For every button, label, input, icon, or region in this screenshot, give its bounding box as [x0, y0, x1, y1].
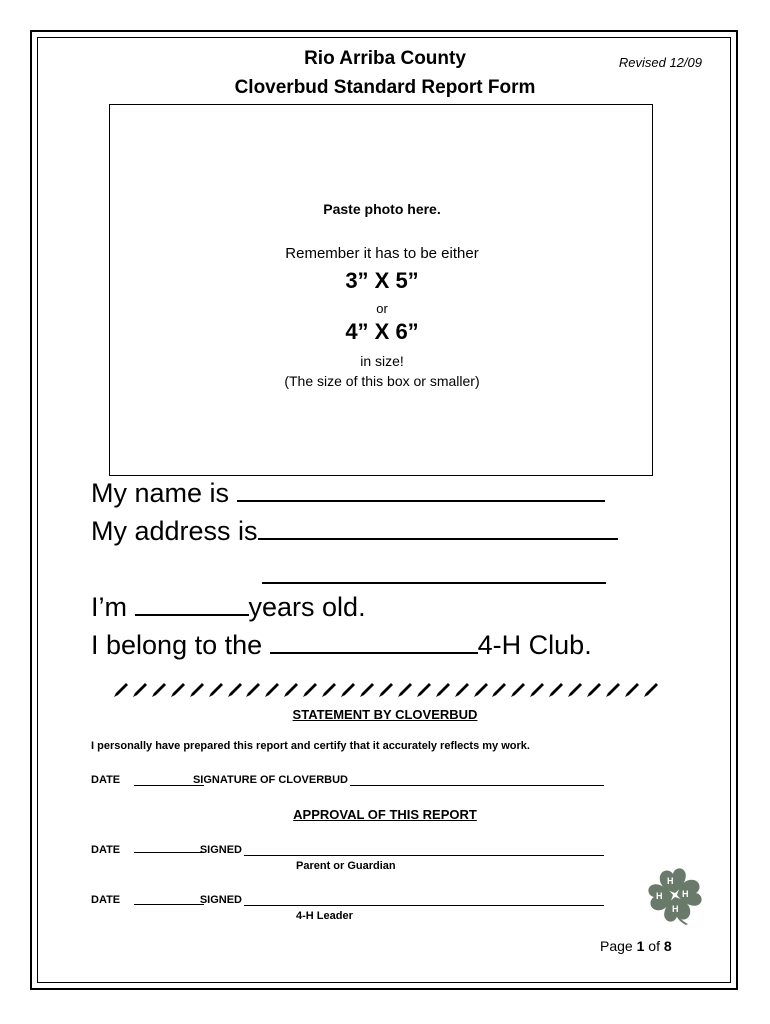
county-title: Rio Arriba County [304, 48, 466, 69]
address-input-line-2[interactable] [262, 582, 606, 584]
age-suffix: years old. [248, 592, 366, 622]
pencil-icon [490, 681, 508, 699]
svg-text:H: H [682, 889, 689, 899]
pencil-icon [472, 681, 490, 699]
pencil-icon [150, 681, 168, 699]
statement-heading: STATEMENT BY CLOVERBUD [292, 707, 478, 722]
address-row [91, 516, 618, 547]
pencil-icon [509, 681, 527, 699]
photo-or-text: or [376, 301, 388, 316]
photo-size-4x6: 4” X 6” [345, 319, 419, 344]
page-number [600, 938, 672, 954]
signature-line[interactable] [350, 785, 604, 786]
pencil-icon [339, 681, 357, 699]
pencil-icon [358, 681, 376, 699]
age-row [91, 592, 366, 623]
signature-label: SIGNATURE OF CLOVERBUD [192, 774, 348, 786]
name-input-line[interactable] [237, 499, 605, 502]
pencil-icon [377, 681, 395, 699]
pencil-icon [453, 681, 471, 699]
club-suffix: 4-H Club. [477, 630, 592, 660]
pencil-icon [112, 681, 130, 699]
pencil-icon [642, 681, 660, 699]
svg-text:H: H [656, 891, 663, 901]
pencil-icon [566, 681, 584, 699]
address-input-line-1[interactable] [258, 537, 618, 540]
pencil-divider [112, 681, 660, 701]
name-label: My name is [91, 478, 230, 508]
photo-paste-area[interactable] [109, 104, 653, 476]
club-input-line[interactable] [270, 651, 478, 654]
photo-size-note: (The size of this box or smaller) [284, 373, 480, 389]
address-label: My address is [91, 516, 258, 546]
age-prefix: I’m [91, 592, 127, 622]
parent-role-label: Parent or Guardian [296, 860, 396, 872]
pencil-icon [585, 681, 603, 699]
page-total: 8 [663, 938, 672, 954]
svg-text:H: H [672, 904, 679, 914]
4-h-clover-icon [644, 864, 706, 926]
approval-heading: APPROVAL OF THIS REPORT [293, 807, 477, 822]
svg-text:H: H [667, 876, 674, 886]
form-title: Cloverbud Standard Report Form [234, 77, 536, 98]
certify-text: I personally have prepared this report and certify that it accurately reflects my work. [91, 740, 530, 752]
statement-date-label: DATE [91, 774, 121, 786]
photo-in-size-text: in size! [360, 353, 404, 369]
page-word: Page [600, 938, 633, 954]
parent-signed-label: SIGNED [199, 844, 242, 856]
pencil-icon [263, 681, 281, 699]
parent-signature-line[interactable] [244, 855, 604, 856]
leader-date-line[interactable] [134, 904, 204, 905]
pencil-icon [434, 681, 452, 699]
pencil-icon [244, 681, 262, 699]
club-row [91, 630, 592, 661]
pencil-icon [169, 681, 187, 699]
revised-date: Revised 12/09 [618, 55, 702, 70]
name-row [91, 478, 605, 509]
leader-signed-label: SIGNED [199, 894, 242, 906]
of-word: of [648, 938, 660, 954]
leader-role-label: 4-H Leader [296, 910, 353, 922]
leader-signature-line[interactable] [244, 905, 604, 906]
paste-photo-text: Paste photo here. [323, 201, 441, 217]
age-input-line[interactable] [135, 613, 249, 616]
club-prefix: I belong to the [91, 630, 263, 660]
photo-remember-text: Remember it has to be either [285, 245, 479, 262]
leader-date-label: DATE [91, 894, 121, 906]
parent-date-line[interactable] [134, 852, 204, 853]
pencil-icon [623, 681, 641, 699]
page-current: 1 [636, 938, 645, 954]
pencil-icon [396, 681, 414, 699]
pencil-icon [226, 681, 244, 699]
pencil-icon [528, 681, 546, 699]
pencil-icon [320, 681, 338, 699]
pencil-icon [415, 681, 433, 699]
pencil-icon [604, 681, 622, 699]
pencil-icon [282, 681, 300, 699]
pencil-icon [301, 681, 319, 699]
photo-size-3x5: 3” X 5” [345, 268, 419, 293]
parent-date-label: DATE [91, 844, 121, 856]
pencil-icon [547, 681, 565, 699]
pencil-icon [131, 681, 149, 699]
pencil-icon [207, 681, 225, 699]
pencil-icon [188, 681, 206, 699]
